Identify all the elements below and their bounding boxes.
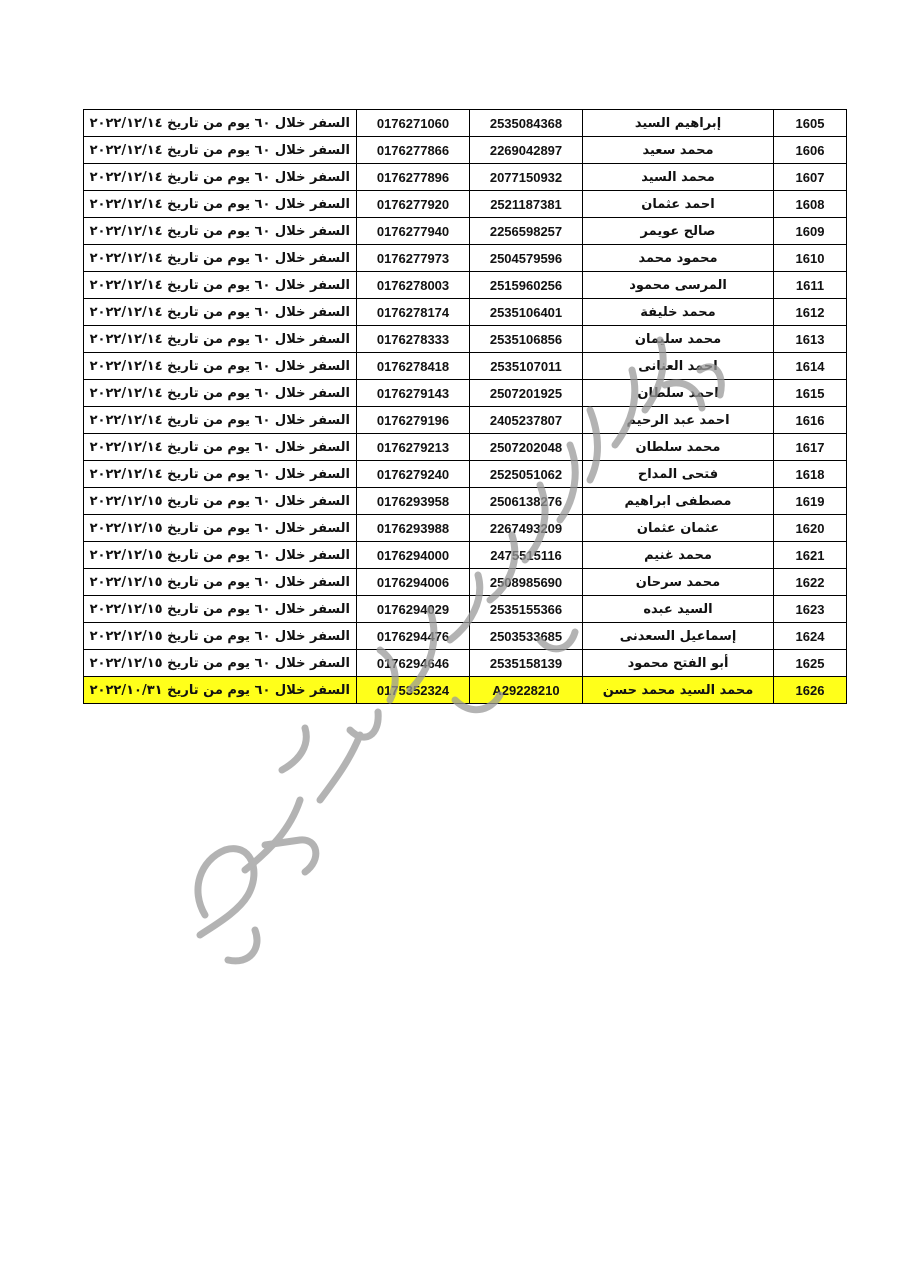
id-number-cell: 2535158139	[470, 650, 583, 677]
travel-note-cell: السفر خلال ٦٠ يوم من تاريخ ٢٠٢٢/١٢/١٥	[84, 515, 357, 542]
worker-name-cell: محمد سرحان	[583, 569, 774, 596]
passport-number-cell: 0176293958	[357, 488, 470, 515]
worker-name-cell: إسماعيل السعدنى	[583, 623, 774, 650]
passport-number-cell: 0176294000	[357, 542, 470, 569]
serial-number-cell: 1606	[774, 137, 847, 164]
table-row	[84, 380, 847, 407]
serial-number-cell: 1624	[774, 623, 847, 650]
table-row	[84, 407, 847, 434]
serial-number-cell: 1616	[774, 407, 847, 434]
travel-note-cell: السفر خلال ٦٠ يوم من تاريخ ٢٠٢٢/١٢/١٤	[84, 380, 357, 407]
worker-name-cell: عثمان عثمان	[583, 515, 774, 542]
passport-number-cell: 0176278003	[357, 272, 470, 299]
worker-roster-table	[83, 109, 847, 704]
id-number-cell: 2535106401	[470, 299, 583, 326]
serial-number-cell: 1610	[774, 245, 847, 272]
travel-note-cell: السفر خلال ٦٠ يوم من تاريخ ٢٠٢٢/١٢/١٤	[84, 326, 357, 353]
table-row	[84, 299, 847, 326]
travel-note-cell: السفر خلال ٦٠ يوم من تاريخ ٢٠٢٢/١٠/٣١	[84, 677, 357, 704]
id-number-cell: 2506138276	[470, 488, 583, 515]
worker-name-cell: محمد غنيم	[583, 542, 774, 569]
travel-note-cell: السفر خلال ٦٠ يوم من تاريخ ٢٠٢٢/١٢/١٥	[84, 623, 357, 650]
serial-number-cell: 1613	[774, 326, 847, 353]
id-number-cell: 2535107011	[470, 353, 583, 380]
table-row	[84, 218, 847, 245]
serial-number-cell: 1626	[774, 677, 847, 704]
passport-number-cell: 0176278174	[357, 299, 470, 326]
travel-note-cell: السفر خلال ٦٠ يوم من تاريخ ٢٠٢٢/١٢/١٤	[84, 137, 357, 164]
travel-note-cell: السفر خلال ٦٠ يوم من تاريخ ٢٠٢٢/١٢/١٥	[84, 488, 357, 515]
id-number-cell: 2504579596	[470, 245, 583, 272]
serial-number-cell: 1625	[774, 650, 847, 677]
travel-note-cell: السفر خلال ٦٠ يوم من تاريخ ٢٠٢٢/١٢/١٤	[84, 191, 357, 218]
serial-number-cell: 1620	[774, 515, 847, 542]
worker-name-cell: أبو الفتح محمود	[583, 650, 774, 677]
travel-note-cell: السفر خلال ٦٠ يوم من تاريخ ٢٠٢٢/١٢/١٤	[84, 353, 357, 380]
table-row	[84, 650, 847, 677]
worker-name-cell: محمد خليفة	[583, 299, 774, 326]
passport-number-cell: 0176277896	[357, 164, 470, 191]
serial-number-cell: 1615	[774, 380, 847, 407]
id-number-cell: 2405237807	[470, 407, 583, 434]
id-number-cell: 2508985690	[470, 569, 583, 596]
id-number-cell: 2475515116	[470, 542, 583, 569]
worker-name-cell: فتحى المداح	[583, 461, 774, 488]
passport-number-cell: 0175352324	[357, 677, 470, 704]
table-row	[84, 515, 847, 542]
serial-number-cell: 1617	[774, 434, 847, 461]
passport-number-cell: 0176277920	[357, 191, 470, 218]
worker-name-cell: صالح عويمر	[583, 218, 774, 245]
serial-number-cell: 1612	[774, 299, 847, 326]
passport-number-cell: 0176294476	[357, 623, 470, 650]
id-number-cell: 2535155366	[470, 596, 583, 623]
passport-number-cell: 0176294646	[357, 650, 470, 677]
id-number-cell: 2077150932	[470, 164, 583, 191]
travel-note-cell: السفر خلال ٦٠ يوم من تاريخ ٢٠٢٢/١٢/١٥	[84, 596, 357, 623]
table-row	[84, 569, 847, 596]
passport-number-cell: 0176278333	[357, 326, 470, 353]
worker-name-cell: محمد سليمان	[583, 326, 774, 353]
travel-note-cell: السفر خلال ٦٠ يوم من تاريخ ٢٠٢٢/١٢/١٤	[84, 461, 357, 488]
worker-name-cell: محمد السيد	[583, 164, 774, 191]
serial-number-cell: 1622	[774, 569, 847, 596]
travel-note-cell: السفر خلال ٦٠ يوم من تاريخ ٢٠٢٢/١٢/١٤	[84, 434, 357, 461]
worker-name-cell: محمود محمد	[583, 245, 774, 272]
travel-note-cell: السفر خلال ٦٠ يوم من تاريخ ٢٠٢٢/١٢/١٥	[84, 569, 357, 596]
table-row	[84, 272, 847, 299]
table-row	[84, 677, 847, 704]
worker-name-cell: احمد عبد الرحيم	[583, 407, 774, 434]
passport-number-cell: 0176279196	[357, 407, 470, 434]
travel-note-cell: السفر خلال ٦٠ يوم من تاريخ ٢٠٢٢/١٢/١٤	[84, 407, 357, 434]
travel-note-cell: السفر خلال ٦٠ يوم من تاريخ ٢٠٢٢/١٢/١٤	[84, 272, 357, 299]
passport-number-cell: 0176277866	[357, 137, 470, 164]
table-row	[84, 137, 847, 164]
travel-note-cell: السفر خلال ٦٠ يوم من تاريخ ٢٠٢٢/١٢/١٤	[84, 299, 357, 326]
passport-number-cell: 0176277940	[357, 218, 470, 245]
table-row	[84, 461, 847, 488]
id-number-cell: 2507201925	[470, 380, 583, 407]
worker-name-cell: محمد سلطان	[583, 434, 774, 461]
id-number-cell: 2503533685	[470, 623, 583, 650]
worker-name-cell: محمد سعيد	[583, 137, 774, 164]
table-row	[84, 353, 847, 380]
worker-name-cell: احمد عثمان	[583, 191, 774, 218]
serial-number-cell: 1618	[774, 461, 847, 488]
worker-name-cell: المرسى محمود	[583, 272, 774, 299]
serial-number-cell: 1611	[774, 272, 847, 299]
worker-name-cell: مصطفى ابراهيم	[583, 488, 774, 515]
travel-note-cell: السفر خلال ٦٠ يوم من تاريخ ٢٠٢٢/١٢/١٥	[84, 542, 357, 569]
passport-number-cell: 0176277973	[357, 245, 470, 272]
table-row	[84, 542, 847, 569]
worker-name-cell: احمد سلطان	[583, 380, 774, 407]
table-row	[84, 434, 847, 461]
id-number-cell: 2525051062	[470, 461, 583, 488]
roster-body	[84, 110, 847, 704]
table-row	[84, 245, 847, 272]
passport-number-cell: 0176271060	[357, 110, 470, 137]
travel-note-cell: السفر خلال ٦٠ يوم من تاريخ ٢٠٢٢/١٢/١٤	[84, 218, 357, 245]
travel-note-cell: السفر خلال ٦٠ يوم من تاريخ ٢٠٢٢/١٢/١٤	[84, 110, 357, 137]
table-row	[84, 488, 847, 515]
table-row	[84, 326, 847, 353]
id-number-cell: 2515960256	[470, 272, 583, 299]
serial-number-cell: 1608	[774, 191, 847, 218]
id-number-cell: A29228210	[470, 677, 583, 704]
id-number-cell: 2535084368	[470, 110, 583, 137]
travel-note-cell: السفر خلال ٦٠ يوم من تاريخ ٢٠٢٢/١٢/١٤	[84, 164, 357, 191]
worker-name-cell: محمد السيد محمد حسن	[583, 677, 774, 704]
id-number-cell: 2507202048	[470, 434, 583, 461]
worker-name-cell: إبراهيم السيد	[583, 110, 774, 137]
travel-note-cell: السفر خلال ٦٠ يوم من تاريخ ٢٠٢٢/١٢/١٤	[84, 245, 357, 272]
worker-name-cell: احمد العنانى	[583, 353, 774, 380]
serial-number-cell: 1619	[774, 488, 847, 515]
serial-number-cell: 1623	[774, 596, 847, 623]
table-row	[84, 596, 847, 623]
id-number-cell: 2269042897	[470, 137, 583, 164]
passport-number-cell: 0176279240	[357, 461, 470, 488]
worker-name-cell: السيد عبده	[583, 596, 774, 623]
serial-number-cell: 1609	[774, 218, 847, 245]
table-row	[84, 110, 847, 137]
serial-number-cell: 1607	[774, 164, 847, 191]
table-row	[84, 191, 847, 218]
travel-note-cell: السفر خلال ٦٠ يوم من تاريخ ٢٠٢٢/١٢/١٥	[84, 650, 357, 677]
passport-number-cell: 0176279213	[357, 434, 470, 461]
id-number-cell: 2535106856	[470, 326, 583, 353]
serial-number-cell: 1614	[774, 353, 847, 380]
id-number-cell: 2521187381	[470, 191, 583, 218]
serial-number-cell: 1605	[774, 110, 847, 137]
table-row	[84, 164, 847, 191]
table-row	[84, 623, 847, 650]
passport-number-cell: 0176279143	[357, 380, 470, 407]
passport-number-cell: 0176293988	[357, 515, 470, 542]
passport-number-cell: 0176294029	[357, 596, 470, 623]
serial-number-cell: 1621	[774, 542, 847, 569]
passport-number-cell: 0176278418	[357, 353, 470, 380]
passport-number-cell: 0176294006	[357, 569, 470, 596]
id-number-cell: 2267493209	[470, 515, 583, 542]
id-number-cell: 2256598257	[470, 218, 583, 245]
